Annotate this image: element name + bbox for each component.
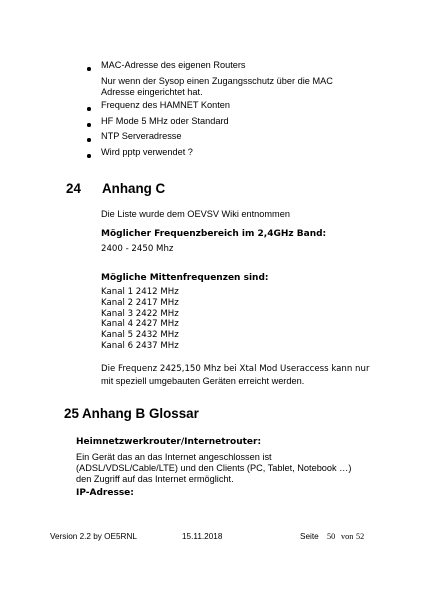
footer-von-label: von <box>341 532 354 541</box>
channel-item: Kanal 3 2422 MHz <box>101 309 179 319</box>
channel-item: Kanal 4 2427 MHz <box>101 319 179 329</box>
footer-date: 15.11.2018 <box>182 532 223 541</box>
mid-freq-heading: Mögliche Mittenfrequenzen sind: <box>101 273 269 283</box>
freq-range-value: 2400 - 2450 Mhz <box>101 244 174 254</box>
section-24-title: Anhang C <box>102 181 166 196</box>
bullet-marker <box>87 138 91 142</box>
list-item: Frequenz des HAMNET Konten <box>101 100 231 110</box>
bullet-marker <box>87 107 91 111</box>
freq-note-line: Die Frequenz 2425,150 Mhz bei Xtal Mod Useraccess kann nur <box>101 364 370 374</box>
glossary-term: Heimnetzwerkrouter/Internetrouter: <box>76 437 262 447</box>
freq-range-heading: Möglicher Frequenzbereich im 2,4GHz Band: <box>101 229 327 239</box>
list-item-note-line: Adresse eingerichtet hat. <box>101 87 203 97</box>
channel-item: Kanal 1 2412 MHz <box>101 287 179 297</box>
list-item: NTP Serveradresse <box>101 131 182 141</box>
section-24-intro: Die Liste wurde dem OEVSV Wiki entnommen <box>101 209 290 219</box>
glossary-definition-line: (ADSL/VDSL/Cable/LTE) und den Clients (PC, Tablet, Notebook …) <box>76 463 352 473</box>
glossary-definition-line: Ein Gerät das an das Internet angeschlossen ist <box>76 452 272 462</box>
glossary-definition-line: den Zugriff auf das Internet ermöglicht. <box>76 474 234 484</box>
list-item-note-line: Nur wenn der Sysop einen Zugangsschutz über die MAC <box>101 76 333 86</box>
footer-seite-label: Seite <box>300 532 319 541</box>
glossary-term: IP-Adresse: <box>76 488 134 498</box>
footer-page-number: 50 <box>327 532 336 541</box>
list-item: MAC-Adresse des eigenen Routers <box>101 60 246 70</box>
footer-version: Version 2.2 by OE5RNL <box>50 532 137 541</box>
channel-item: Kanal 6 2437 MHz <box>101 341 179 351</box>
section-25-number: 25 <box>64 406 79 421</box>
list-item: Wird pptp verwendet ? <box>101 147 193 157</box>
channel-item: Kanal 5 2432 MHz <box>101 330 179 340</box>
bullet-marker <box>87 154 91 158</box>
section-25-title: Anhang B Glossar <box>82 406 199 421</box>
list-item: HF Mode 5 MHz oder Standard <box>101 116 229 126</box>
freq-note-line: mit speziell umgebauten Geräten erreicht werden. <box>101 376 305 386</box>
footer-total-pages: 52 <box>356 532 365 541</box>
section-24-number: 24 <box>66 181 81 196</box>
channel-item: Kanal 2 2417 MHz <box>101 298 179 308</box>
bullet-marker <box>87 67 91 71</box>
bullet-marker <box>87 123 91 127</box>
